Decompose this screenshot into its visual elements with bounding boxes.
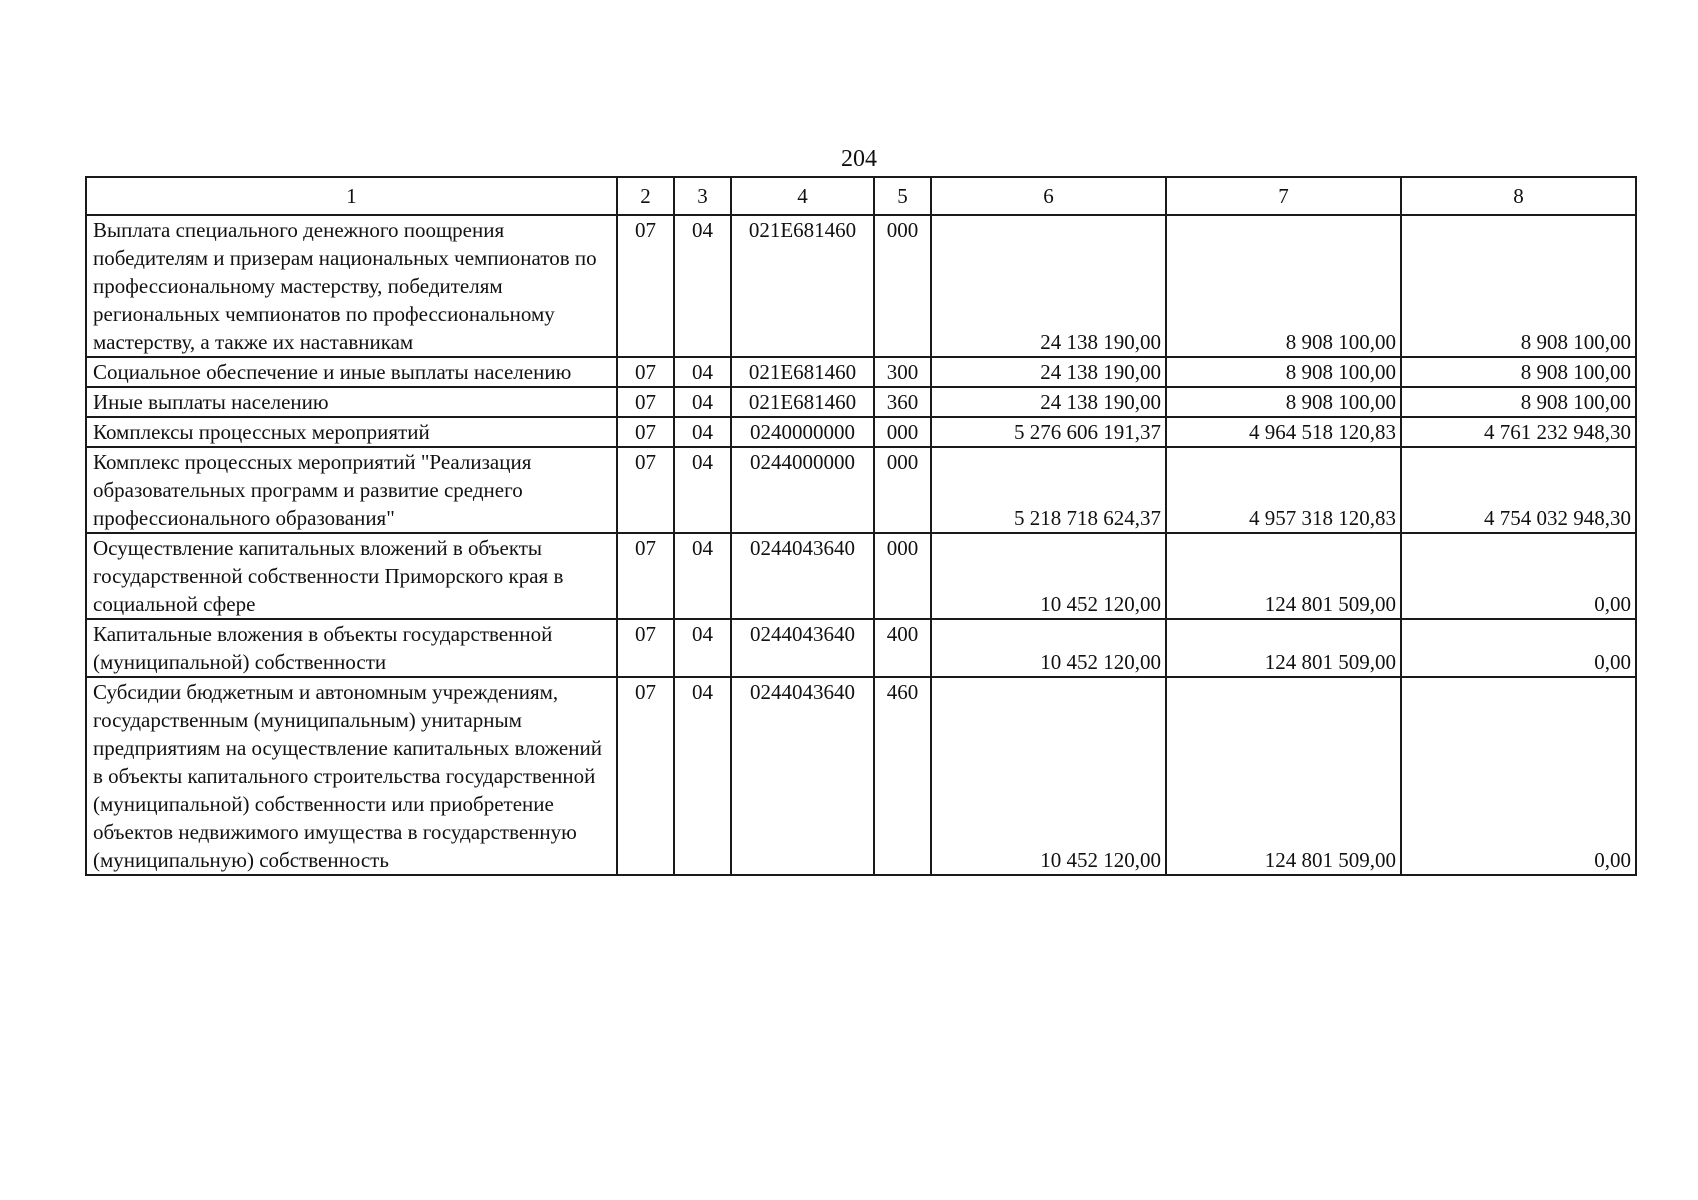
row-name: Комплексы процессных мероприятий [86, 417, 617, 447]
expense-type-code: 360 [874, 387, 931, 417]
subsection-code: 04 [674, 677, 731, 875]
subsection-code: 04 [674, 387, 731, 417]
column-header: 4 [731, 177, 874, 215]
subsection-code: 04 [674, 447, 731, 533]
row-name: Иные выплаты населению [86, 387, 617, 417]
section-code: 07 [617, 387, 674, 417]
budget-table [85, 176, 1637, 876]
amount-column-6: 24 138 190,00 [931, 387, 1166, 417]
subsection-code: 04 [674, 357, 731, 387]
amount-column-7: 4 957 318 120,83 [1166, 447, 1401, 533]
page-number: 204 [841, 146, 877, 172]
column-header: 6 [931, 177, 1166, 215]
table-row [86, 533, 1636, 619]
table-row [86, 417, 1636, 447]
column-header: 5 [874, 177, 931, 215]
amount-column-8: 8 908 100,00 [1401, 215, 1636, 357]
amount-column-8: 4 761 232 948,30 [1401, 417, 1636, 447]
table-row [86, 387, 1636, 417]
amount-column-7: 124 801 509,00 [1166, 619, 1401, 677]
amount-column-6: 24 138 190,00 [931, 215, 1166, 357]
target-article-code: 0244043640 [731, 619, 874, 677]
row-name: Выплата специального денежного поощрения победителям и призерам национальных чемпионатов по профессиональному мастерству, победителям региональных чемпионатов по профессиональному мастерству, а также их наставникам [86, 215, 617, 357]
table-row [86, 677, 1636, 875]
expense-type-code: 000 [874, 533, 931, 619]
subsection-code: 04 [674, 533, 731, 619]
amount-column-6: 10 452 120,00 [931, 677, 1166, 875]
table-row [86, 447, 1636, 533]
column-header: 8 [1401, 177, 1636, 215]
target-article-code: 0244000000 [731, 447, 874, 533]
amount-column-8: 0,00 [1401, 619, 1636, 677]
column-header: 3 [674, 177, 731, 215]
amount-column-7: 8 908 100,00 [1166, 357, 1401, 387]
column-header: 2 [617, 177, 674, 215]
subsection-code: 04 [674, 417, 731, 447]
target-article-code: 0240000000 [731, 417, 874, 447]
amount-column-7: 124 801 509,00 [1166, 533, 1401, 619]
amount-column-6: 5 276 606 191,37 [931, 417, 1166, 447]
target-article-code: 0244043640 [731, 533, 874, 619]
expense-type-code: 000 [874, 447, 931, 533]
table-row [86, 357, 1636, 387]
amount-column-6: 10 452 120,00 [931, 533, 1166, 619]
subsection-code: 04 [674, 215, 731, 357]
row-name: Осуществление капитальных вложений в объекты государственной собственности Приморского края в социальной сфере [86, 533, 617, 619]
row-name: Капитальные вложения в объекты государственной (муниципальной) собственности [86, 619, 617, 677]
expense-type-code: 000 [874, 417, 931, 447]
amount-column-8: 8 908 100,00 [1401, 357, 1636, 387]
table-row [86, 215, 1636, 357]
expense-type-code: 300 [874, 357, 931, 387]
table-row [86, 619, 1636, 677]
amount-column-7: 8 908 100,00 [1166, 387, 1401, 417]
target-article-code: 0244043640 [731, 677, 874, 875]
row-name: Социальное обеспечение и иные выплаты населению [86, 357, 617, 387]
section-code: 07 [617, 533, 674, 619]
target-article-code: 021E681460 [731, 387, 874, 417]
amount-column-7: 124 801 509,00 [1166, 677, 1401, 875]
section-code: 07 [617, 619, 674, 677]
section-code: 07 [617, 215, 674, 357]
amount-column-8: 0,00 [1401, 677, 1636, 875]
subsection-code: 04 [674, 619, 731, 677]
amount-column-8: 0,00 [1401, 533, 1636, 619]
amount-column-8: 8 908 100,00 [1401, 387, 1636, 417]
column-header: 1 [86, 177, 617, 215]
target-article-code: 021E681460 [731, 357, 874, 387]
expense-type-code: 400 [874, 619, 931, 677]
amount-column-8: 4 754 032 948,30 [1401, 447, 1636, 533]
amount-column-6: 10 452 120,00 [931, 619, 1166, 677]
target-article-code: 021E681460 [731, 215, 874, 357]
section-code: 07 [617, 447, 674, 533]
amount-column-6: 5 218 718 624,37 [931, 447, 1166, 533]
row-name: Субсидии бюджетным и автономным учреждениям, государственным (муниципальным) унитарным предприятиям на осуществление капитальных вложений в объекты капитального строительства государственной (муниципальной) собственности или приобретение объектов недвижимого имущества в государственную (муниципальную) собственность [86, 677, 617, 875]
column-header: 7 [1166, 177, 1401, 215]
amount-column-7: 8 908 100,00 [1166, 215, 1401, 357]
section-code: 07 [617, 357, 674, 387]
amount-column-6: 24 138 190,00 [931, 357, 1166, 387]
row-name: Комплекс процессных мероприятий "Реализация образовательных программ и развитие среднего профессионального образования" [86, 447, 617, 533]
section-code: 07 [617, 677, 674, 875]
expense-type-code: 460 [874, 677, 931, 875]
expense-type-code: 000 [874, 215, 931, 357]
section-code: 07 [617, 417, 674, 447]
amount-column-7: 4 964 518 120,83 [1166, 417, 1401, 447]
table-header-row [86, 177, 1636, 215]
